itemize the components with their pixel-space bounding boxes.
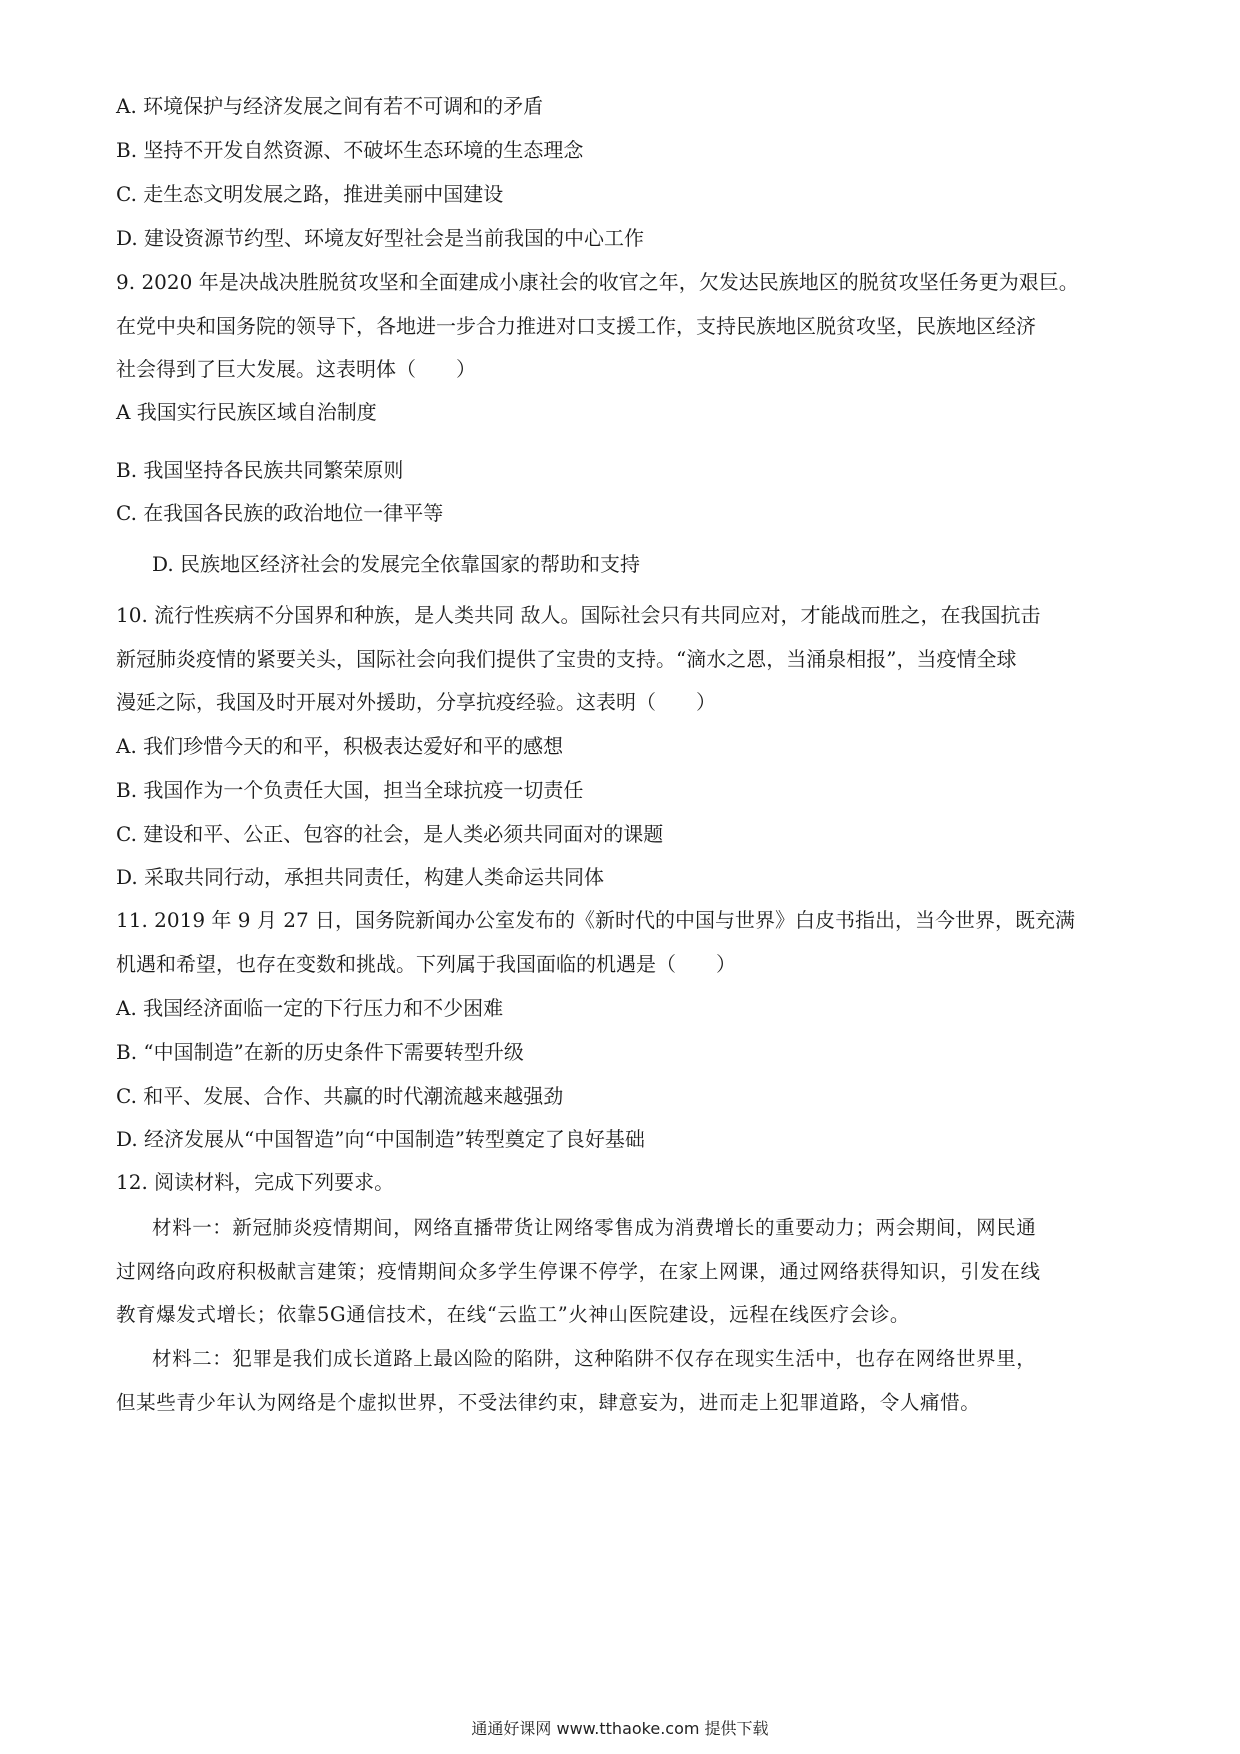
q10-option-b: B. 我国作为一个负责任大国，担当全球抗疫一切责任 xyxy=(116,778,584,802)
q8-option-c: C. 走生态文明发展之路，推进美丽中国建设 xyxy=(116,182,504,206)
q9-option-d: D. 民族地区经济社会的发展完全依靠国家的帮助和支持 xyxy=(152,552,641,576)
q11-stem-line-2: 机遇和希望，也存在变数和挑战。下列属于我国面临的机遇是（ ） xyxy=(116,952,736,976)
q12-material2-line-1: 材料二：犯罪是我们成长道路上最凶险的陷阱，这种陷阱不仅存在现实生活中，也存在网络世界里， xyxy=(152,1347,1037,1370)
q9-stem-line-1: 9. 2020 年是决战决胜脱贫攻坚和全面建成小康社会的收官之年，欠发达民族地区的脱贫攻坚任务更为艰巨。 xyxy=(116,270,1079,294)
q9-option-a: A 我国实行民族区域自治制度 xyxy=(116,400,377,424)
q8-option-b: B. 坚持不开发自然资源、不破坏生态环境的生态理念 xyxy=(116,138,584,162)
q12-material1-line-1: 材料一：新冠肺炎疫情期间，网络直播带货让网络零售成为消费增长的重要动力；两会期间，网民通 xyxy=(152,1216,1037,1239)
q11-option-c: C. 和平、发展、合作、共赢的时代潮流越来越强劲 xyxy=(116,1084,564,1108)
q10-stem-line-2: 新冠肺炎疫情的紧要关头，国际社会向我们提供了宝贵的支持。“滴水之恩，当涌泉相报”，当疫情全球 xyxy=(116,647,1017,671)
q10-stem-line-3: 漫延之际，我国及时开展对外援助，分享抗疫经验。这表明（ ） xyxy=(116,690,716,714)
q10-option-c: C. 建设和平、公正、包容的社会，是人类必须共同面对的课题 xyxy=(116,822,664,846)
q10-option-d: D. 采取共同行动，承担共同责任，构建人类命运共同体 xyxy=(116,865,605,889)
q8-option-a: A. 环境保护与经济发展之间有若不可调和的矛盾 xyxy=(116,94,544,118)
q11-option-d: D. 经济发展从“中国智造”向“中国制造”转型奠定了良好基础 xyxy=(116,1127,645,1151)
q10-stem-line-1: 10. 流行性疾病不分国界和种族，是人类共同 敌人。国际社会只有共同应对，才能战而胜之，在我国抗击 xyxy=(116,603,1041,627)
q10-option-a: A. 我们珍惜今天的和平，积极表达爱好和平的感想 xyxy=(116,734,564,758)
q9-stem-line-2: 在党中央和国务院的领导下，各地进一步合力推进对口支援工作，支持民族地区脱贫攻坚，民族地区经济 xyxy=(116,314,1036,338)
q11-option-a: A. 我国经济面临一定的下行压力和不少困难 xyxy=(116,996,504,1020)
q8-option-d: D. 建设资源节约型、环境友好型社会是当前我国的中心工作 xyxy=(116,226,645,250)
q11-stem-line-1: 11. 2019 年 9 月 27 日，国务院新闻办公室发布的《新时代的中国与世界》白皮书指出，当今世界，既充满 xyxy=(116,908,1076,932)
q9-option-c: C. 在我国各民族的政治地位一律平等 xyxy=(116,501,444,525)
q12-material2-line-2: 但某些青少年认为网络是个虚拟世界，不受法律约束，肆意妄为，进而走上犯罪道路，令人痛惜。 xyxy=(116,1391,981,1414)
q12-material1-line-2: 过网络向政府积极献言建策；疫情期间众多学生停课不停学，在家上网课，通过网络获得知识，引发在线 xyxy=(116,1260,1041,1283)
q9-stem-line-3: 社会得到了巨大发展。这表明体（ ） xyxy=(116,357,476,381)
q11-option-b: B. “中国制造”在新的历史条件下需要转型升级 xyxy=(116,1040,524,1064)
q12-stem: 12. 阅读材料，完成下列要求。 xyxy=(116,1170,395,1194)
q9-option-b: B. 我国坚持各民族共同繁荣原则 xyxy=(116,458,404,482)
page-footer: 通通好课网 www.tthaoke.com 提供下载 xyxy=(471,1719,769,1738)
q12-material1-line-3: 教育爆发式增长；依靠5G通信技术，在线“云监工”火神山医院建设，远程在线医疗会诊。 xyxy=(116,1303,911,1326)
